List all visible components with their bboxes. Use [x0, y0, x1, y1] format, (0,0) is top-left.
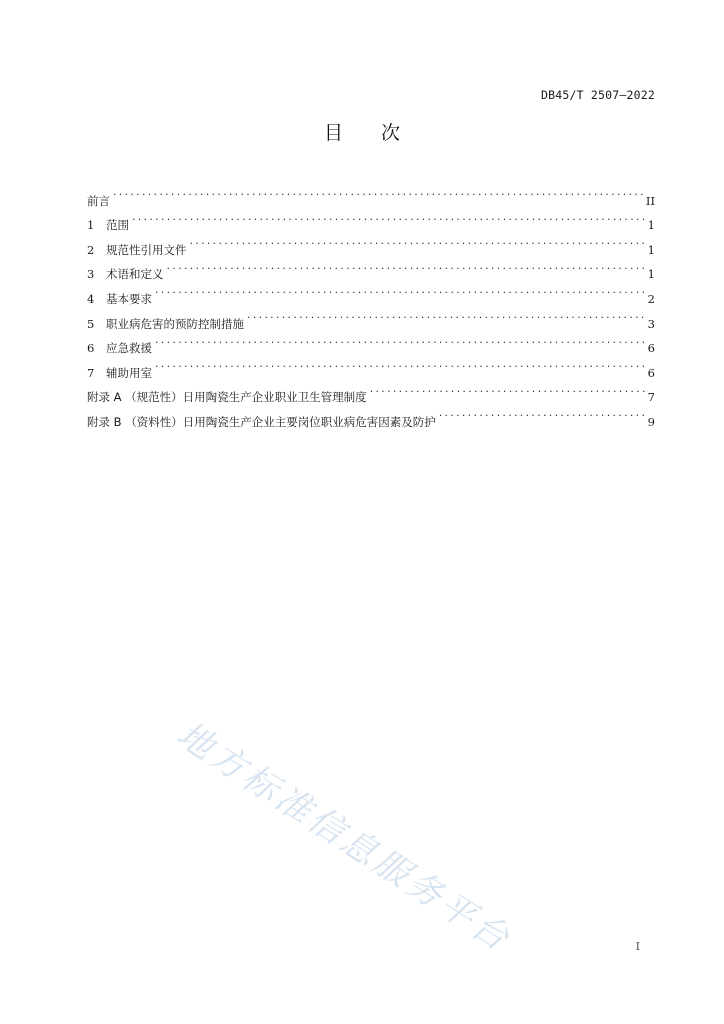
toc-leader-dots	[247, 303, 645, 328]
toc-page-number: 6	[647, 341, 655, 356]
toc-label: 应急救援	[106, 341, 152, 356]
toc-leader-dots	[155, 352, 645, 377]
toc-entry-basic-requirements[interactable]	[87, 278, 655, 306]
watermark-text: 地方标准信息服务平台	[169, 714, 519, 961]
toc-page-number: 7	[647, 390, 655, 405]
toc-section-number: 5	[87, 316, 95, 331]
toc-page-number: 2	[647, 291, 655, 306]
toc-label: 附录 B （资料性）日用陶瓷生产企业主要岗位职业病危害因素及防护	[87, 414, 436, 429]
toc-label: 辅助用室	[106, 365, 152, 380]
toc-leader-dots	[113, 180, 644, 205]
toc-page-number: 1	[647, 242, 655, 257]
toc-leader-dots	[155, 278, 645, 303]
toc-leader-dots	[439, 401, 645, 426]
table-of-contents	[87, 180, 655, 429]
toc-label: 基本要求	[106, 291, 152, 306]
toc-entry-scope[interactable]	[87, 205, 655, 233]
toc-label: 规范性引用文件	[106, 242, 187, 257]
toc-leader-dots	[190, 229, 646, 254]
toc-section-number: 6	[87, 341, 95, 356]
toc-section-number: 2	[87, 242, 95, 257]
toc-entry-normative-references[interactable]	[87, 229, 655, 257]
toc-page-number: 1	[647, 218, 655, 233]
toc-leader-dots	[167, 254, 646, 279]
toc-entry-emergency-rescue[interactable]	[87, 328, 655, 356]
toc-label: 术语和定义	[106, 267, 164, 282]
toc-leader-dots	[132, 205, 645, 230]
toc-section-number: 7	[87, 365, 95, 380]
toc-label: 附录 A （规范性）日用陶瓷生产企业职业卫生管理制度	[87, 390, 367, 405]
toc-label: 前言	[87, 193, 110, 208]
toc-entry-prevention-control[interactable]	[87, 303, 655, 331]
toc-page-number: 9	[647, 414, 655, 429]
toc-page-number: II	[645, 193, 655, 208]
page-title	[0, 118, 724, 145]
toc-leader-dots	[370, 377, 645, 402]
page-folio: I	[635, 940, 640, 953]
toc-label: 职业病危害的预防控制措施	[106, 316, 244, 331]
toc-entry-auxiliary-rooms[interactable]	[87, 352, 655, 380]
toc-leader-dots	[155, 328, 645, 353]
toc-page-number: 6	[647, 365, 655, 380]
toc-entry-terms-definitions[interactable]	[87, 254, 655, 282]
toc-page-number: 3	[647, 316, 655, 331]
toc-entry-appendix-a[interactable]	[87, 377, 655, 405]
toc-section-number: 3	[87, 267, 95, 282]
title-char-2: 次	[381, 122, 401, 144]
toc-section-number: 4	[87, 291, 95, 306]
title-char-1: 目	[323, 122, 343, 144]
toc-entry-foreword[interactable]	[87, 180, 655, 208]
toc-section-number: 1	[87, 218, 95, 233]
toc-page-number: 1	[647, 267, 655, 282]
standard-code: DB45/T 2507—2022	[541, 88, 655, 102]
toc-label: 范围	[106, 218, 129, 233]
